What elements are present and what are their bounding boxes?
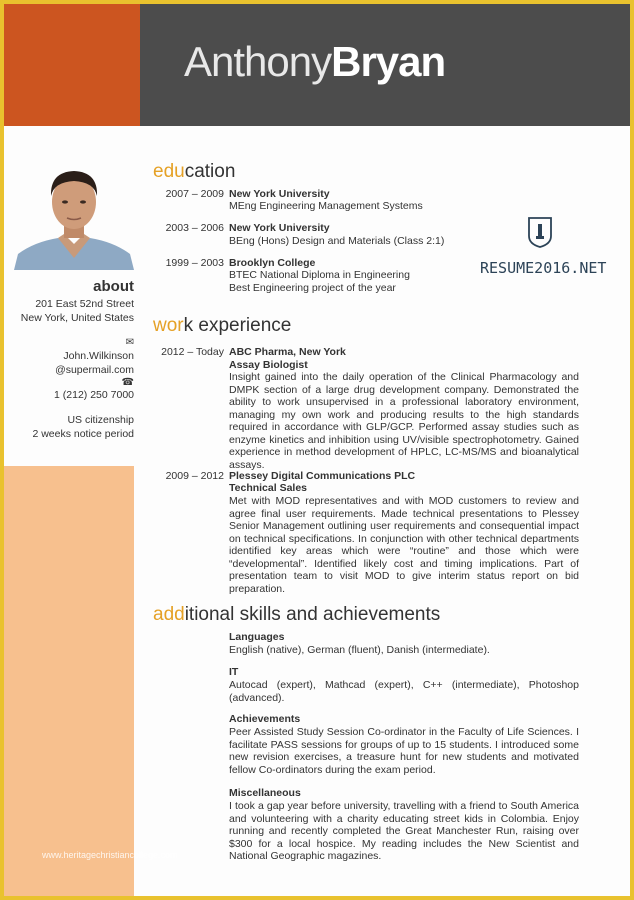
phone-icon: ☎ xyxy=(121,377,134,388)
profile-photo xyxy=(14,162,134,270)
address-line-2: New York, United States xyxy=(20,312,134,324)
school-name: New York University xyxy=(229,188,330,200)
degree: MEng Engineering Management Systems xyxy=(229,200,423,212)
email-line-1: John.Wilkinson xyxy=(63,350,134,362)
degree: BTEC National Diploma in Engineering xyxy=(229,269,410,281)
education-dates: 2003 – 2006 xyxy=(165,222,224,234)
citizenship: US citizenship xyxy=(67,414,134,426)
envelope-icon: ✉ xyxy=(125,337,134,348)
skill-heading: Miscellaneous xyxy=(229,787,301,799)
notice-period: 2 weeks notice period xyxy=(32,428,134,440)
skills-heading: additional skills and achievements xyxy=(153,604,441,625)
email-line-2: @supermail.com xyxy=(55,364,134,376)
first-name: Anthony xyxy=(184,38,332,85)
sidebar-accent xyxy=(4,466,134,896)
last-name: Bryan xyxy=(331,38,446,85)
award: Best Engineering project of the year xyxy=(229,282,396,294)
job-description: Met with MOD representatives and with MOD customers to review and agree final user requirements. Made technical presentations to Plessey Senior Management outlining user requirements and consequential impact on technical specifications. In conjunction with other technical departments identified key areas which were “routine” and those which were “developmental”. Identified likely cost and timing implications. Part of presentation team to visit MOD to give interim status report on bid preparation. xyxy=(229,495,579,595)
experience-dates: 2009 – 2012 xyxy=(165,470,224,482)
resume-site-logo xyxy=(480,216,607,277)
job-title: Technical Sales xyxy=(229,482,308,494)
header-accent-block xyxy=(4,4,140,126)
experience-dates: 2012 – Today xyxy=(161,346,224,358)
phone-number: 1 (212) 250 7000 xyxy=(54,389,134,401)
skill-heading: IT xyxy=(229,666,239,678)
company-name: ABC Pharma, New York xyxy=(229,346,346,358)
degree: BEng (Hons) Design and Materials (Class 2:1) xyxy=(229,235,445,247)
education-dates: 2007 – 2009 xyxy=(165,188,224,200)
watermark: www.heritagechristiancollege.com xyxy=(42,850,178,860)
skill-heading: Languages xyxy=(229,631,285,643)
skill-text: I took a gap year before university, travelling with a friend to South America and volunteering with a charity educating street kids in Colombia. Enjoy running and recently completed the Great Manchester Run, raising over $300 for a local hospice. My reading includes the New Scientist and National Geographic magazines. xyxy=(229,800,579,862)
education-dates: 1999 – 2003 xyxy=(165,257,224,269)
education-heading: education xyxy=(153,161,236,182)
school-name: Brooklyn College xyxy=(229,257,316,269)
skill-text: Peer Assisted Study Session Co-ordinator in the Faculty of Life Sciences. I facilitate PASS sessions for groups of up to 15 students. I introduced some new revision exercises, a treasure hunt for new students and motivated fellow Co-ordinators during the exam period. xyxy=(229,726,579,776)
skill-text: English (native), German (fluent), Danish (intermediate). xyxy=(229,644,490,656)
shield-icon xyxy=(527,216,553,248)
resume-page xyxy=(4,4,630,896)
job-description: Insight gained into the daily operation of the Clinical Pharmacology and DMPK section of a large drug development company. Demonstrated the ability to work unsupervised in a professional laboratory environment, managing my own work and producing results to the high standards required in accordance with GLP/GCP. Performed assay studies such as enzyme kinetics and inhibition using UV/visible spectrophotometry. Gained experience in method development of HPLC, LC-MS/MS and bioanalytical assays. xyxy=(229,371,579,471)
candidate-name xyxy=(184,38,445,86)
skill-heading: Achievements xyxy=(229,713,301,725)
school-name: New York University xyxy=(229,222,330,234)
skill-text: Autocad (expert), Mathcad (expert), C++ (intermediate), Photoshop (advanced). xyxy=(229,679,579,704)
address-line-1: 201 East 52nd Street xyxy=(35,298,134,310)
about-heading: about xyxy=(93,278,134,295)
company-name: Plessey Digital Communications PLC xyxy=(229,470,416,482)
logo-text: RESUME2016.NET xyxy=(480,259,607,277)
experience-heading: work experience xyxy=(153,315,292,336)
job-title: Assay Biologist xyxy=(229,359,308,371)
